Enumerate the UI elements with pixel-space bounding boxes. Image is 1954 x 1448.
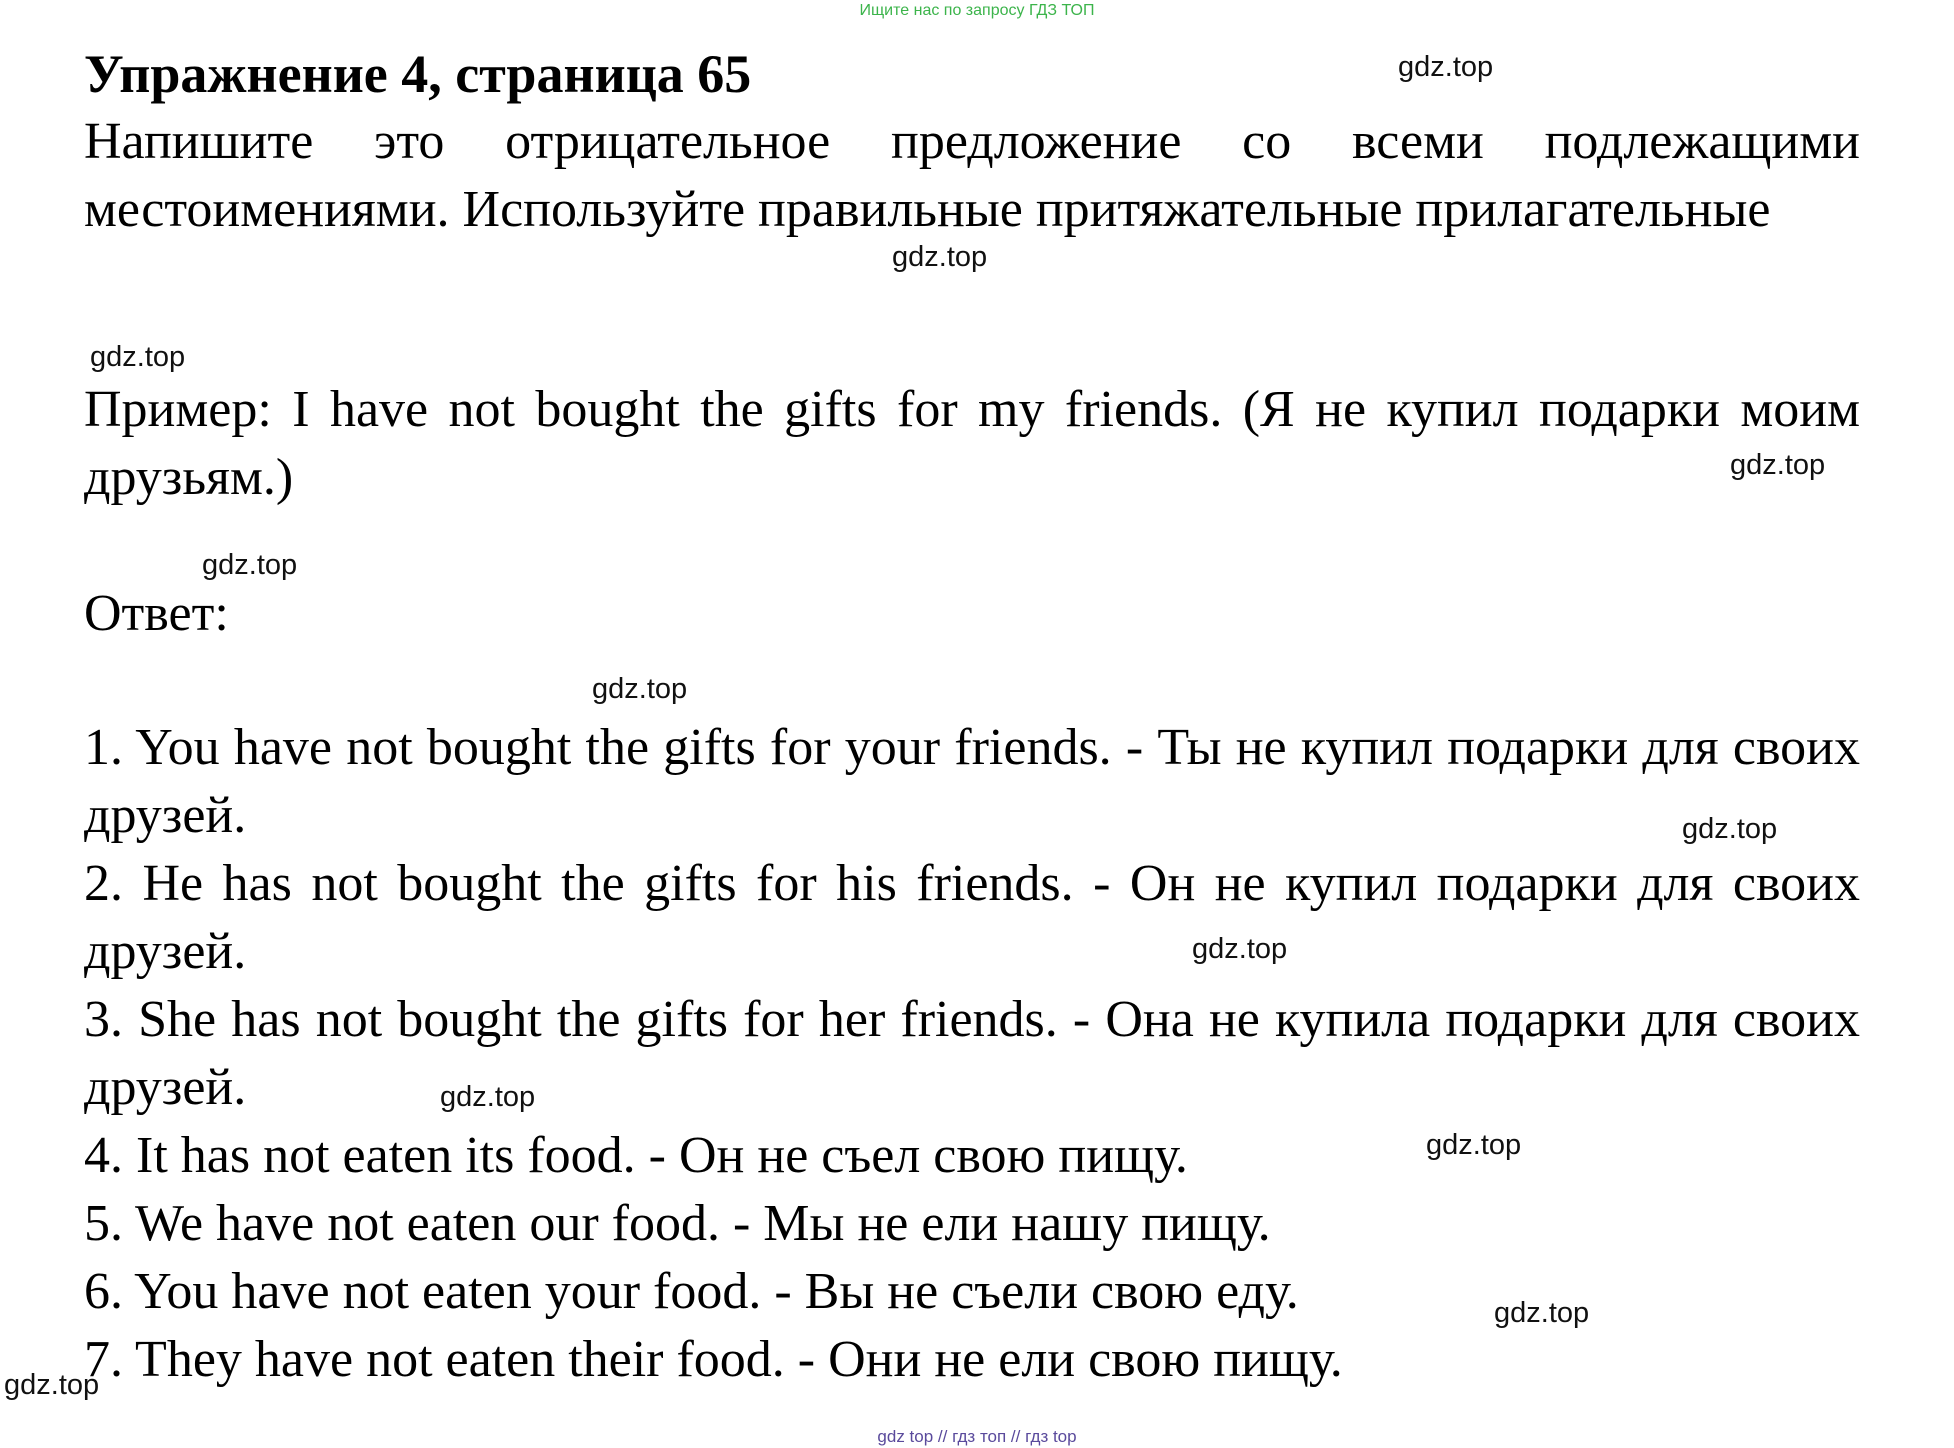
watermark: gdz.top xyxy=(1730,449,1826,481)
watermark: gdz.top xyxy=(1682,813,1778,845)
watermark: gdz.top xyxy=(90,341,186,373)
answer-item: 4. It has not eaten its food. - Он не съел свою пищу. xyxy=(84,1127,1188,1184)
answer-item: 5. We have not eaten our food. - Мы не ели нашу пищу. xyxy=(84,1195,1271,1252)
top-banner: Ищите нас по запросу ГДЗ ТОП xyxy=(859,2,1095,19)
watermark: gdz.top xyxy=(1398,51,1494,83)
watermark: gdz.top xyxy=(1426,1129,1522,1161)
watermark: gdz.top xyxy=(440,1081,536,1113)
bottom-banner: gdz top // гдз топ // гдз top xyxy=(877,1427,1077,1446)
watermark: gdz.top xyxy=(1192,933,1288,965)
answer-label: Ответ: xyxy=(84,585,229,642)
watermark: gdz.top xyxy=(4,1369,100,1401)
watermark: gdz.top xyxy=(892,241,988,273)
answer-item: 3. She has not bought the gifts for her friends. - Она не купила подарки для своих друзей. xyxy=(84,991,1860,1116)
answer-item: 1. You have not bought the gifts for your friends. - Ты не купил подарки для своих друзей. xyxy=(84,719,1860,844)
answer-list xyxy=(84,714,1860,1394)
watermark: gdz.top xyxy=(1494,1297,1590,1329)
answer-item: 6. You have not eaten your food. - Вы не съели свою еду. xyxy=(84,1263,1299,1320)
answer-item: 2. He has not bought the gifts for his friends. - Он не купил подарки для своих друзей. xyxy=(84,855,1860,980)
answer-item: 7. They have not eaten their food. - Они не ели свою пищу. xyxy=(84,1331,1343,1388)
watermark: gdz.top xyxy=(202,549,298,581)
example-text: Пример: I have not bought the gifts for my friends. (Я не купил подарки моим друзьям.) xyxy=(84,381,1860,506)
page-title: Упражнение 4, страница 65 xyxy=(84,44,752,104)
task-text: Напишите это отрицательное предложение со всеми подлежащими местоимениями. Используйте правильные притяжательные прилагательные xyxy=(84,113,1860,238)
watermark: gdz.top xyxy=(592,673,688,705)
